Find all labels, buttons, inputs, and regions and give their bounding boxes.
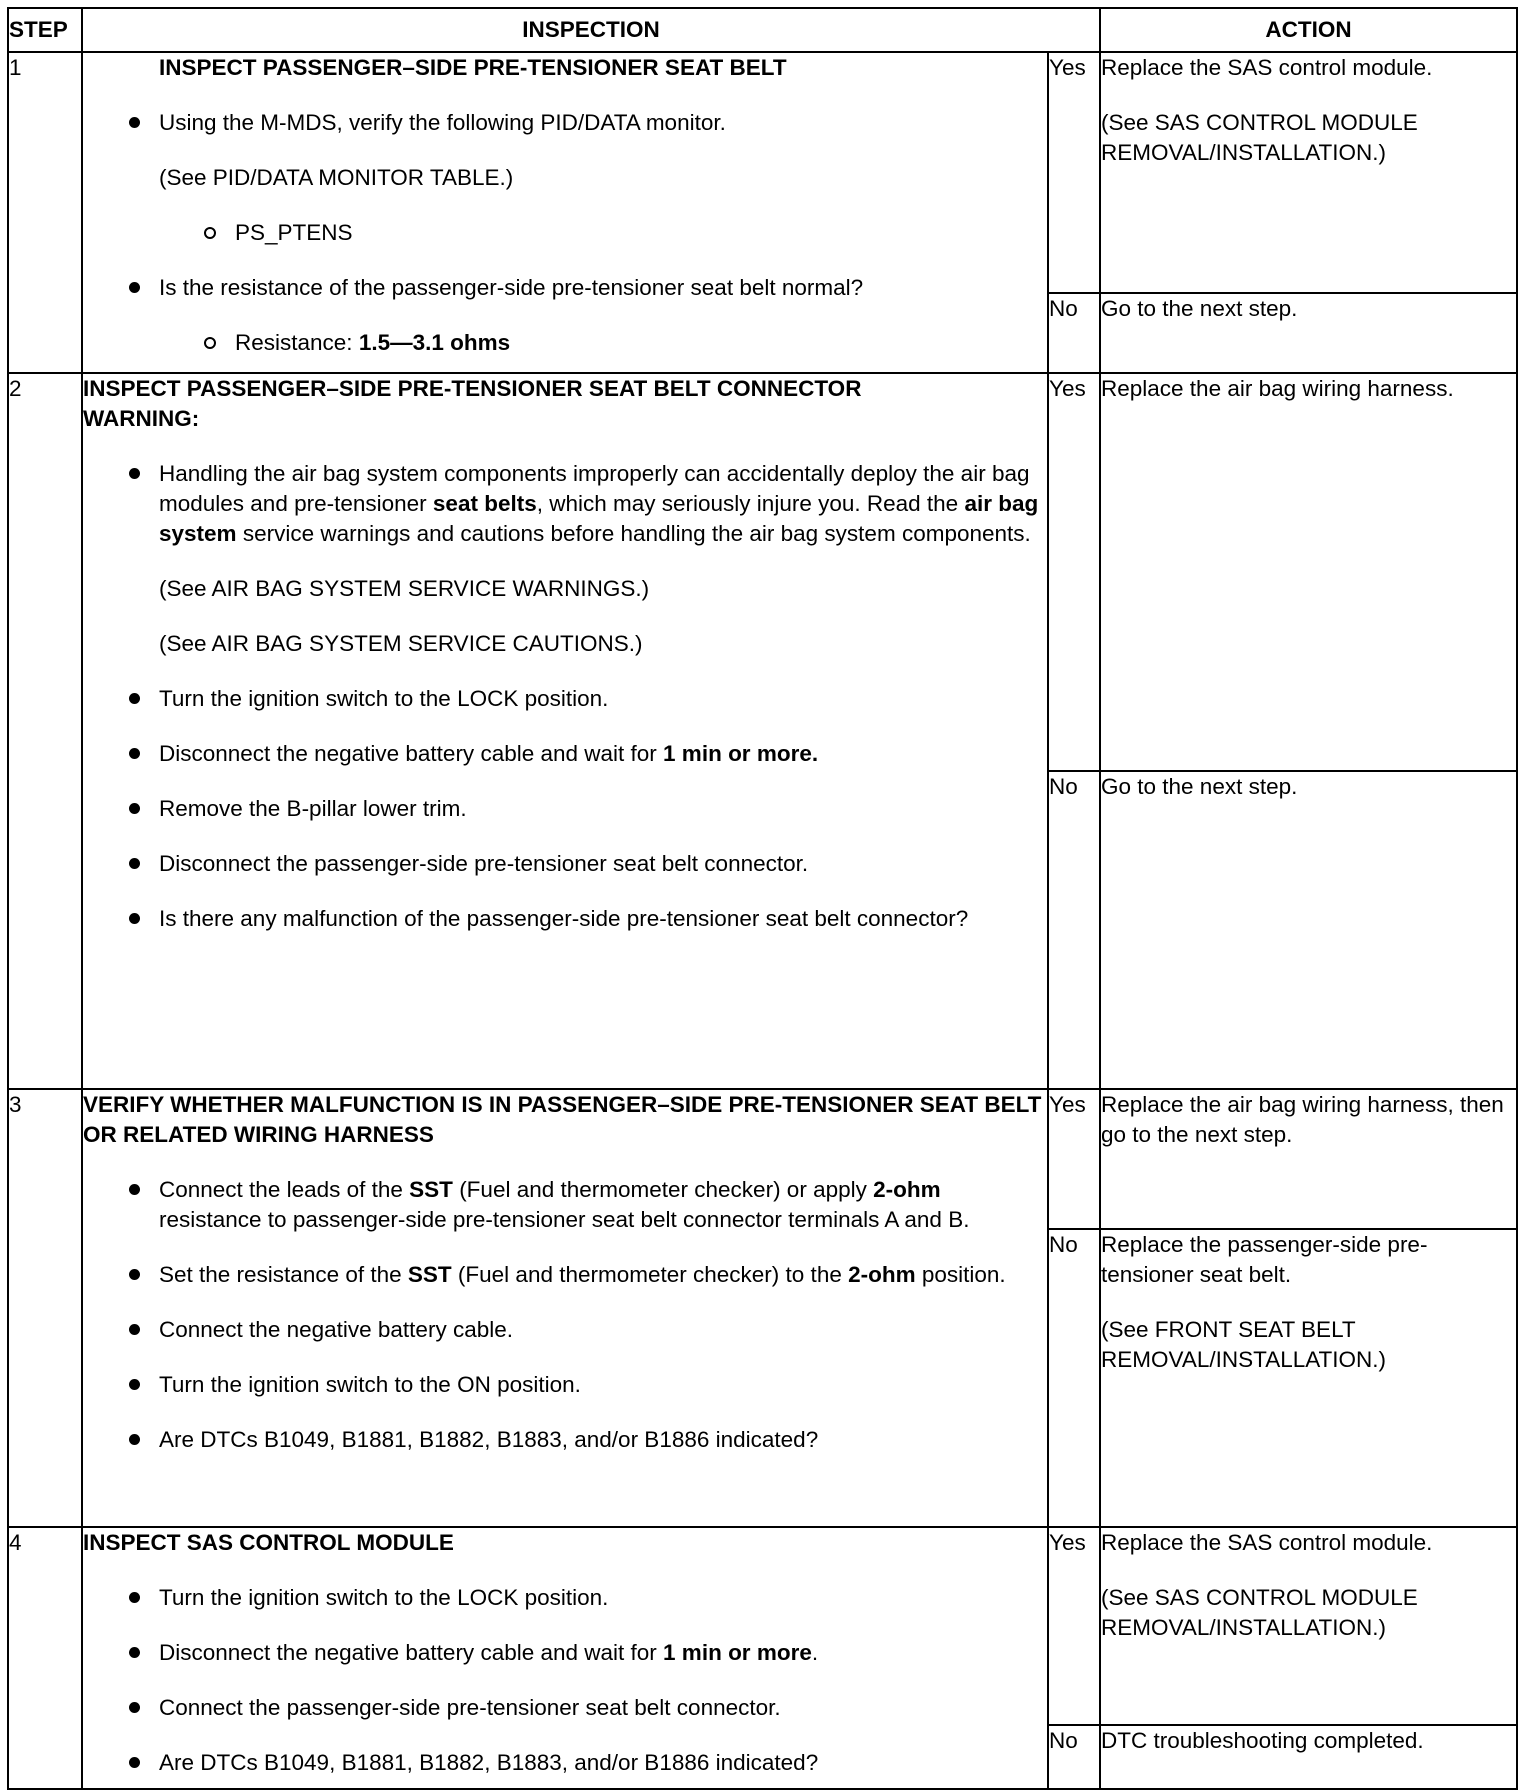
bullet-item: Disconnect the negative battery cable and wait for 1 min or more.	[83, 1638, 1047, 1668]
step-2-bullets	[83, 459, 1047, 934]
bullet-item: Disconnect the passenger-side pre-tensioner seat belt connector.	[83, 849, 1047, 879]
step-4-bullets	[83, 1583, 1047, 1778]
step-title: INSPECT SAS CONTROL MODULE	[83, 1530, 454, 1555]
bullet-item: Turn the ignition switch to the ON position.	[83, 1370, 1047, 1400]
bullet-item: Connect the passenger-side pre-tensioner seat belt connector.	[83, 1693, 1047, 1723]
diagnostic-procedure-table	[7, 7, 1518, 1790]
sub-item: Resistance: 1.5—3.1 ohms	[159, 328, 1047, 358]
yes-action: Replace the SAS control module. (See SAS CONTROL MODULE REMOVAL/INSTALLATION.)	[1100, 52, 1517, 293]
bullet-item: Is there any malfunction of the passenger-side pre-tensioner seat belt connector?	[83, 904, 1047, 934]
diagnostic-table-frame	[7, 7, 1516, 1790]
step-1-inspection	[82, 52, 1048, 373]
step-title: INSPECT PASSENGER–SIDE PRE-TENSIONER SEAT BELT CONNECTOR	[83, 376, 862, 401]
step-column-header: STEP	[8, 8, 82, 52]
no-label: No	[1048, 1229, 1100, 1527]
yes-label: Yes	[1048, 1527, 1100, 1725]
step-2-inspection	[82, 373, 1048, 1089]
step-number: 4	[8, 1527, 82, 1789]
sub-item: PS_PTENS	[159, 218, 1047, 248]
bullet-item: Are DTCs B1049, B1881, B1882, B1883, and/or B1886 indicated?	[83, 1425, 1047, 1455]
no-action: Go to the next step.	[1100, 293, 1517, 373]
step-1-yes-row	[8, 52, 1517, 293]
step-2-yes-row	[8, 373, 1517, 771]
bullet-item: Connect the negative battery cable.	[83, 1315, 1047, 1345]
bullet-item: Are DTCs B1049, B1881, B1882, B1883, and/or B1886 indicated?	[83, 1748, 1047, 1778]
step-4-yes-row	[8, 1527, 1517, 1725]
bullet-item: Turn the ignition switch to the LOCK position.	[83, 684, 1047, 714]
yes-action: Replace the air bag wiring harness, then go to the next step.	[1100, 1089, 1517, 1229]
bullet-item: Is the resistance of the passenger-side pre-tensioner seat belt normal? Resistance: 1.5—3.1 ohms	[83, 273, 1047, 358]
reference-text: (See AIR BAG SYSTEM SERVICE WARNINGS.)	[159, 576, 650, 601]
no-action: DTC troubleshooting completed.	[1100, 1725, 1517, 1789]
table-header-row	[8, 8, 1517, 52]
yes-action: Replace the SAS control module. (See SAS CONTROL MODULE REMOVAL/INSTALLATION.)	[1100, 1527, 1517, 1725]
no-action: Go to the next step.	[1100, 771, 1517, 1089]
no-action: Replace the passenger-side pre-tensioner seat belt. (See FRONT SEAT BELT REMOVAL/INSTALLATION.)	[1100, 1229, 1517, 1527]
yes-label: Yes	[1048, 52, 1100, 293]
bullet-item: Remove the B-pillar lower trim.	[83, 794, 1047, 824]
bullet-item: Disconnect the negative battery cable and wait for 1 min or more.	[83, 739, 1047, 769]
step-4-inspection	[82, 1527, 1048, 1789]
step-1-bullets	[83, 108, 1047, 358]
yes-action: Replace the air bag wiring harness.	[1100, 373, 1517, 771]
no-label: No	[1048, 1725, 1100, 1789]
yes-label: Yes	[1048, 373, 1100, 771]
step-title: VERIFY WHETHER MALFUNCTION IS IN PASSENGER–SIDE PRE-TENSIONER SEAT BELT OR RELATED WIRING HARNESS	[83, 1092, 1042, 1147]
reference-text: (See PID/DATA MONITOR TABLE.)	[159, 165, 514, 190]
warning-label: WARNING:	[83, 406, 200, 431]
step-number: 1	[8, 52, 82, 373]
bullet-item: Set the resistance of the SST (Fuel and thermometer checker) to the 2-ohm position.	[83, 1260, 1047, 1290]
bullet-item: Using the M-MDS, verify the following PID/DATA monitor. (See PID/DATA MONITOR TABLE.) PS_PTENS	[83, 108, 1047, 248]
step-3-yes-row	[8, 1089, 1517, 1229]
yes-label: Yes	[1048, 1089, 1100, 1229]
no-label: No	[1048, 293, 1100, 373]
step-number: 2	[8, 373, 82, 1089]
step-number: 3	[8, 1089, 82, 1527]
no-label: No	[1048, 771, 1100, 1089]
reference-text: (See AIR BAG SYSTEM SERVICE CAUTIONS.)	[159, 631, 643, 656]
inspection-column-header: INSPECTION	[82, 8, 1100, 52]
bullet-item: Connect the leads of the SST (Fuel and thermometer checker) or apply 2-ohm resistance to passenger-side pre-tensioner seat belt connector terminals A and B.	[83, 1175, 1047, 1235]
action-column-header: ACTION	[1100, 8, 1517, 52]
bullet-item: Turn the ignition switch to the LOCK position.	[83, 1583, 1047, 1613]
step-3-bullets	[83, 1175, 1047, 1455]
bullet-item: Handling the air bag system components improperly can accidentally deploy the air bag modules and pre-tensioner seat belts, which may seriously injure you. Read the air bag system service warnings and cautions before handling the air bag system components. (See AIR BAG SYSTEM SERVICE WARNINGS.) (See AIR BAG SYSTEM SERVICE CAUTIONS.)	[83, 459, 1047, 659]
step-3-inspection	[82, 1089, 1048, 1527]
step-title: INSPECT PASSENGER–SIDE PRE-TENSIONER SEAT BELT	[159, 55, 787, 80]
